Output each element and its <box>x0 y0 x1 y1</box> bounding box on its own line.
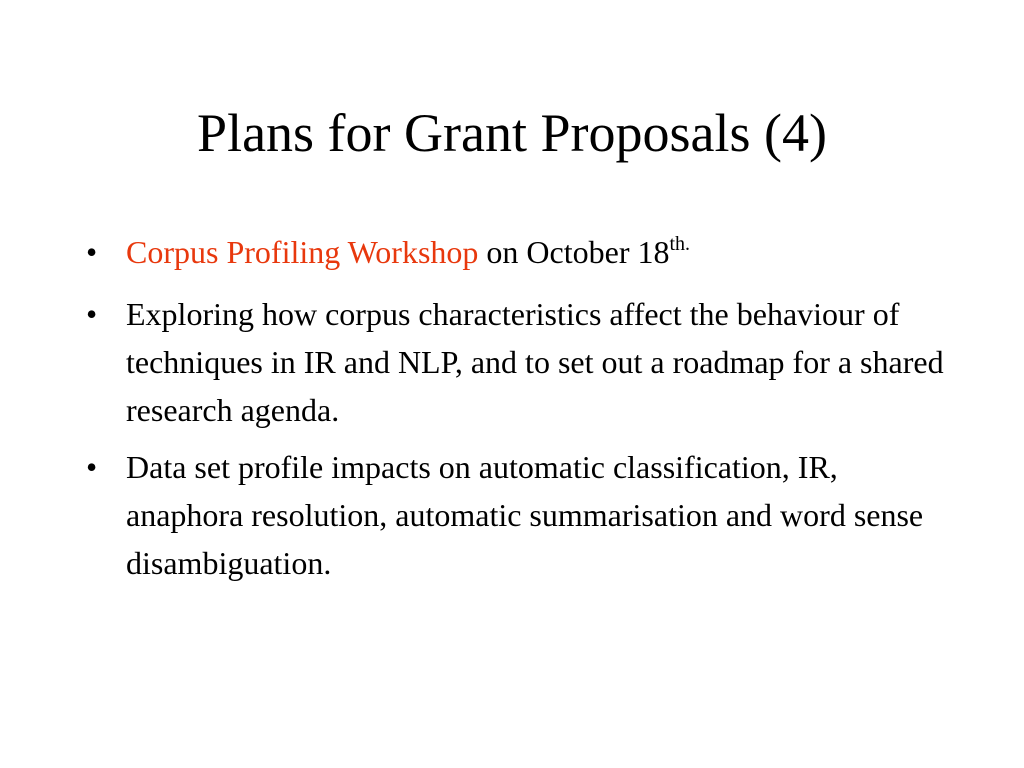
bullet-list <box>86 228 946 596</box>
workshop-date: on October 18 <box>478 234 670 270</box>
bullet-item-data-set <box>86 443 946 587</box>
bullet-item-workshop <box>86 228 946 281</box>
bullet-item-exploring <box>86 290 946 434</box>
bullet-icon: • <box>86 296 98 332</box>
bullet-icon: • <box>86 449 98 485</box>
bullet-text: Data set profile impacts on automatic classification, IR, anaphora resolution, automatic summarisation and word sense disambiguation. <box>126 449 924 581</box>
date-suffix: th. <box>669 233 691 255</box>
slide-title: Plans for Grant Proposals (4) <box>197 103 827 163</box>
bullet-text: Exploring how corpus characteristics affect the behaviour of techniques in IR and NLP, and to set out a roadmap for a shared research agenda. <box>126 296 944 428</box>
bullet-icon: • <box>86 234 98 270</box>
workshop-name: Corpus Profiling Workshop <box>126 234 479 270</box>
